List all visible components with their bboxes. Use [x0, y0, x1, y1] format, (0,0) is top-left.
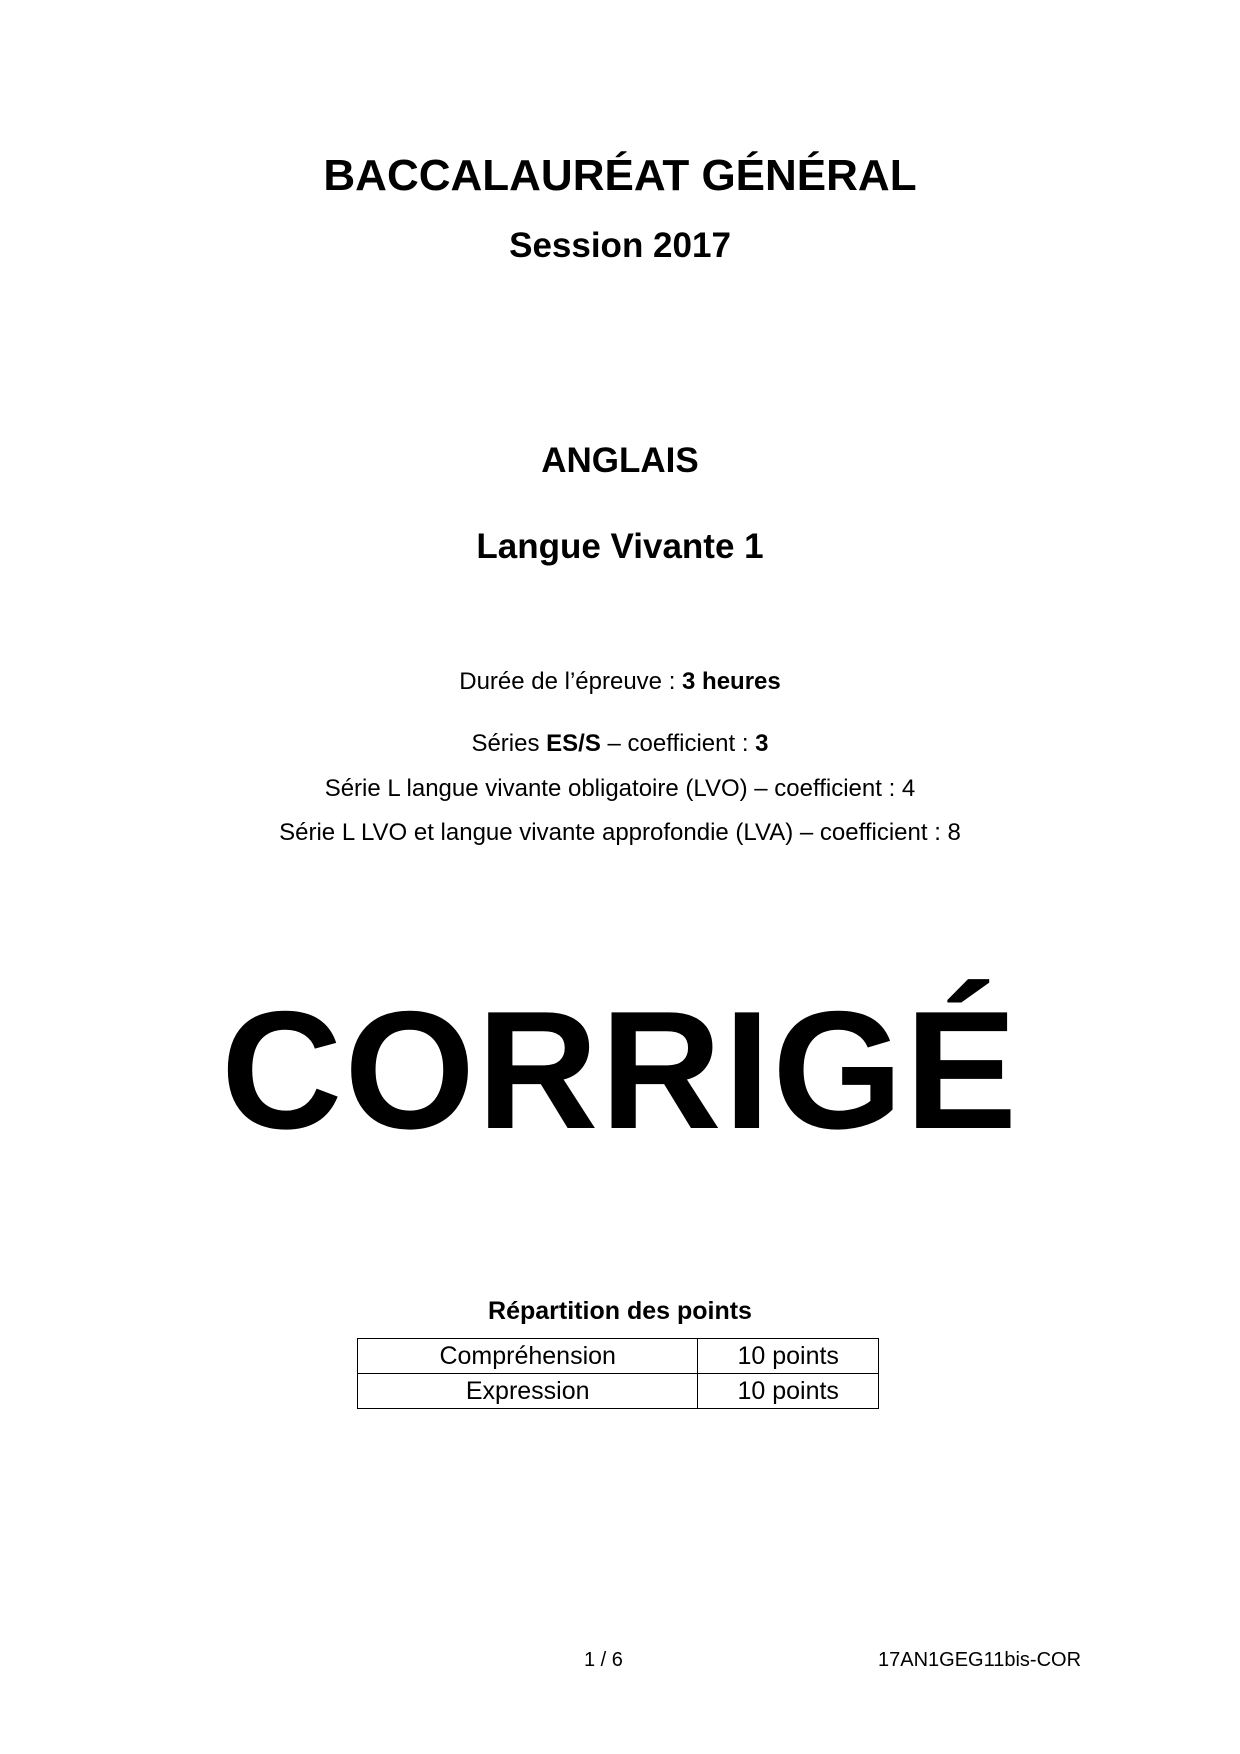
series-es-value: ES/S: [546, 730, 601, 757]
table-row: [358, 1339, 879, 1374]
document-code: 17AN1GEG11bis-COR: [878, 1649, 1082, 1671]
series-es-prefix: Séries: [471, 730, 547, 757]
series-es-coefficient: 3: [755, 730, 769, 757]
page-number: 1 / 6: [584, 1649, 623, 1671]
exam-duration: [0, 667, 1240, 697]
row-points: 10 points: [698, 1374, 879, 1409]
series-es-middle: – coefficient :: [600, 730, 756, 757]
series-l-lva: Série L LVO et langue vivante approfondie (LVA) – coefficient : 8: [279, 819, 961, 846]
points-table: [357, 1338, 879, 1409]
series-es-s: [0, 729, 1240, 759]
duration-value: 3 heures: [682, 668, 781, 695]
row-points: 10 points: [698, 1339, 879, 1374]
duration-label: Durée de l’épreuve :: [459, 668, 683, 695]
series-l-lvo: Série L langue vivante obligatoire (LVO) – coefficient : 4: [324, 775, 916, 802]
row-label: Compréhension: [358, 1339, 698, 1374]
document-title: BACCALAURÉAT GÉNÉRAL: [323, 151, 917, 200]
row-label: Expression: [358, 1374, 698, 1409]
corrige-stamp: CORRIGÉ: [220, 976, 1020, 1164]
subject-name: ANGLAIS: [541, 441, 699, 480]
language-level: Langue Vivante 1: [476, 527, 764, 566]
session-year: Session 2017: [509, 226, 731, 265]
table-row: [358, 1374, 879, 1409]
repartition-title: Répartition des points: [488, 1297, 752, 1325]
